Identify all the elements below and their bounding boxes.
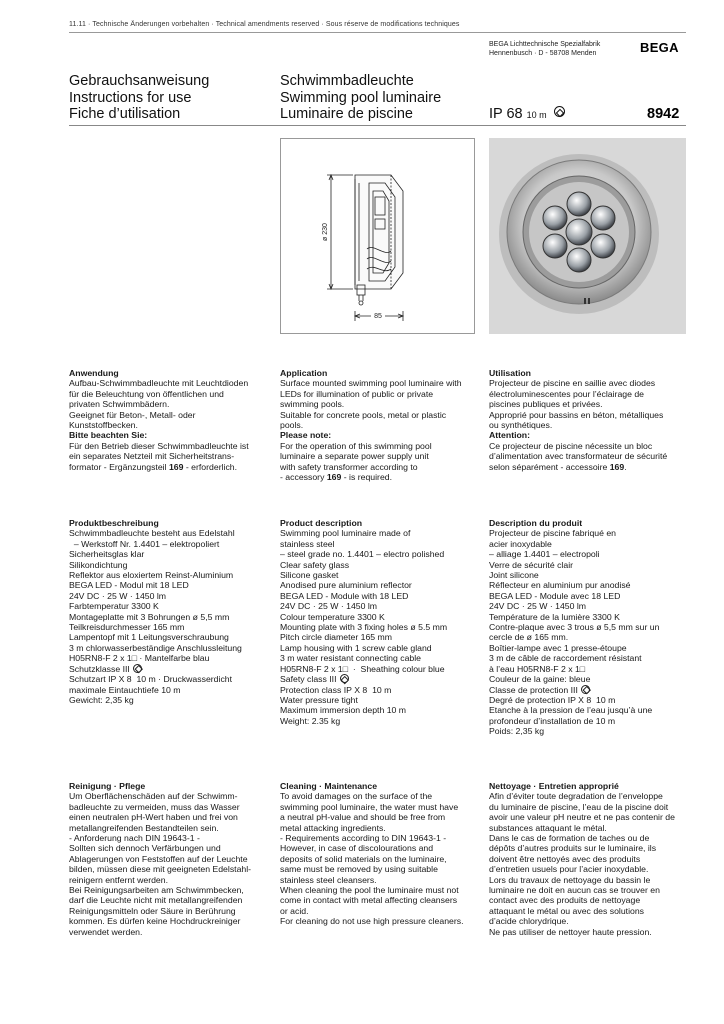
application-fr <box>489 368 689 472</box>
ip-rating <box>489 106 565 122</box>
section-body: Um Oberflächenschäden auf der Schwimm- badleuchte zu vermeiden, muss das Wasser einen neutralen pH-Wert haben und frei von metallangreifenden Bestandteilen sein. - Anforderung nach DIN 19643-1 - Sollten sich dennoch Verfärbungen und Ablagerungen von Feststoffen auf der Leuchte bilden, müssen diese mit geeigneten Edelstahl- reinigern entfernt werden. Bei Reinigungsarbeiten am Schwimmbecken, darf die Leuchte nicht mit metallangreifenden Reinigungsmitteln oder Säure in Berührung kommen. Es dürfen keine Hochdruckreiniger verwendet werden. <box>69 791 252 937</box>
protection-class-iii-icon <box>340 674 349 683</box>
section-body: Aufbau-Schwimmbadleuchte mit Leuchtdioden für die Beleuchtung von öffentlichen und privaten Schwimmbädern. Geeignet für Beton-, Metall- oder Kunststoffbecken. <box>69 378 249 431</box>
description-text: Schwimmbadleuchte besteht aus Edelstahl – Werkstoff Nr. 1.4401 – elektropoliert Sicherheitsglas klar Silikondichtung Reflektor aus eloxiertem Reinst-Aluminium BEGA LED - Modul mit 18 LED 24V DC · 25 W · 1450 lm Farbtemperatur 3300 K Montageplatte mit 3 Bohrungen ø 5,5 mm Teilkreisdurchmesser 165 mm Lampentopf mit 1 Leitungsverschraubung 3 m chlorwasserbeständige Anschlussleitung H05RN8-F 2 x 1□ · Mantelfarbe blau Schutzklasse III <box>69 528 242 674</box>
note-heading: Bitte beachten Sie: <box>69 430 148 441</box>
section-body: Projecteur de piscine en saillie avec diodes électroluminescentes pour l’éclairage de piscines publiques et privées. Approprié pour bassins en béton, métalliques ou synthétiques. <box>489 378 664 431</box>
section-heading: Produktbeschreibung <box>69 518 159 528</box>
section-heading: Cleaning · Maintenance <box>280 781 378 791</box>
section-body <box>280 528 480 684</box>
section-heading: Anwendung <box>69 368 119 378</box>
bega-logo: BEGA <box>640 40 679 55</box>
note-text <box>489 441 689 472</box>
section-body-continued: Degré de protection IP X 8 10 m Etanche à la pression de l’eau jusqu’à une profondeur d’installation de 10 m Poids: 2,35 kg <box>489 694 653 737</box>
section-heading: Product description <box>280 518 363 528</box>
doc-title-en: Instructions for use <box>69 89 192 106</box>
product-title-block <box>280 73 441 123</box>
doc-title-fr: Fiche d’utilisation <box>69 106 181 122</box>
section-body <box>69 528 269 674</box>
protection-class-iii-icon <box>554 106 565 117</box>
top-divider <box>69 32 686 33</box>
cleaning-de <box>69 781 269 937</box>
description-text: Projecteur de piscine fabriqué en acier inoxydable – alliage 1.4401 – electropoli Verre de sécurité clair Joint silicone Réflecteur en aluminium pur anodisé BEGA LED - Module avec 18 LED 24V DC · 25 W · 1450 lm Température de la lumière 3300 K Contre-plaque avec 3 trous ø 5,5 mm sur un cercle de ø 165 mm. Boîtier-lampe avec 1 presse-étoupe 3 m de câble de raccordement résistant à l’eau H05RN8-F 2 x 1□ Couleur de la gaine: bleue Classe de protection III <box>489 528 660 695</box>
product-title-de: Schwimmbadleuchte <box>280 73 414 89</box>
note-heading: Please note: <box>280 430 332 441</box>
header-divider <box>69 125 686 126</box>
luminaire-photo <box>489 138 686 334</box>
section-heading: Utilisation <box>489 368 531 378</box>
section-body-continued: Schutzart IP X 8 10 m · Druckwasserdicht maximale Eintauchtiefe 10 m Gewicht: 2,35 kg <box>69 674 233 705</box>
dimension-drawing <box>280 138 475 334</box>
product-photo <box>489 138 686 334</box>
description-de <box>69 518 269 705</box>
section-body <box>489 528 689 695</box>
dimension-diameter-label: ø 230 <box>322 223 329 241</box>
protection-class-iii-icon <box>133 664 142 673</box>
accessory-number: 169 <box>609 461 625 472</box>
dimension-depth-label: 85 <box>374 313 382 320</box>
note-text-post: . <box>624 461 627 472</box>
description-fr <box>489 518 689 737</box>
company-location: Hennenbusch · D - 58708 Menden <box>489 50 597 57</box>
application-en <box>280 368 480 482</box>
product-title-fr: Luminaire de piscine <box>280 106 413 122</box>
section-body: Surface mounted swimming pool luminaire with LEDs for illumination of public or private swimming pools. Suitable for concrete pools, metal or plastic pools. <box>280 378 462 431</box>
cleaning-en <box>280 781 480 927</box>
section-body-continued: Protection class IP X 8 10 m Water pressure tight Maximum immersion depth 10 m Weight: 2.35 kg <box>280 684 407 726</box>
note-text <box>69 441 269 472</box>
technical-notice: 11.11 · Technische Änderungen vorbehalten · Technical amendments reserved · Sous réserve de modifications techniques <box>69 21 460 28</box>
application-de <box>69 368 269 472</box>
section-heading: Reinigung · Pflege <box>69 781 146 791</box>
accessory-number: 169 <box>168 461 184 472</box>
side-view-drawing <box>281 139 476 335</box>
note-text-pre: Ce projecteur de piscine nécessite un bloc d’alimentation avec transformateur de sécurité selon séparément - accessoire <box>489 440 668 472</box>
document-title-block <box>69 73 209 123</box>
description-en <box>280 518 480 726</box>
section-heading: Application <box>280 368 328 378</box>
cleaning-fr <box>489 781 689 937</box>
section-heading: Nettoyage · Entretien approprié <box>489 781 619 791</box>
note-text-post: - is required. <box>341 472 393 483</box>
product-number: 8942 <box>647 106 680 122</box>
section-heading: Description du produit <box>489 518 583 528</box>
section-body: Afin d’éviter toute degradation de l’enveloppe du luminaire de piscine, l’eau de la piscine doit avoir une valeur pH neutre et ne pas contenir de substances attaquant le métal. Dans le cas de formation de taches ou de dépôts d’autres produits sur le luminaire, ils doivent être nettoyés avec des produits d’entretien usuels pour l’acier inoxydable. Lors du travaux de nettoyage du bassin le luminaire ne doit en aucun cas se trouver en contact avec des produits de nettoyage attaquant le métal ou avec des solutions d’acide chlorydrique. Ne pas utiliser de nettoyer haute pression. <box>489 791 675 937</box>
product-title-en: Swimming pool luminaire <box>280 89 442 106</box>
ip-rating-value: IP 68 <box>489 106 523 122</box>
company-name: BEGA Lichttechnische Spezialfabrik <box>489 41 601 48</box>
note-text-post: - erforderlich. <box>183 461 238 472</box>
section-body: To avoid damages on the surface of the swimming pool luminaire, the water must have a neutral pH-value and should be free from metal attacking ingredients. - Requirements according to DIN 19643-1 - However, in case of discolourations and deposits of solid materials on the luminaire, same must be removed by using suitable stainless steel cleansers. When cleaning the pool the luminaire must not come in contact with metal affecting cleansers or acid. For cleaning do not use high pressure cleaners. <box>280 791 464 927</box>
doc-title-de: Gebrauchsanweisung <box>69 73 210 89</box>
note-text-pre: For the operation of this swimming pool luminaire a separate power supply unit with safety transformer according to - accessory <box>280 440 432 483</box>
company-address <box>489 40 600 58</box>
note-text-pre: Für den Betrieb dieser Schwimmbadleuchte ist ein separates Netzteil mit Sicherheitstrans- formator - Ergänzungsteil <box>69 440 249 472</box>
note-text <box>280 441 480 483</box>
description-text: Swimming pool luminaire made of stainless steel – steel grade no. 1.4401 – electro polished Clear safety glass Silicone gasket Anodised pure aluminium reflector BEGA LED - Module with 18 LED 24V DC · 25 W · 1450 lm Colour temperature 3300 K Mounting plate with 3 fixing holes ø 5.5 mm Pitch circle diameter 165 mm Lamp housing with 1 screw cable gland 3 m water resistant connecting cable H05RN8-F 2 x 1□ · Sheathing colour blue Safety class III <box>280 528 448 685</box>
note-heading: Attention: <box>489 430 531 441</box>
accessory-number: 169 <box>326 472 342 483</box>
protection-class-iii-icon <box>581 685 590 694</box>
immersion-depth: 10 m <box>526 110 547 120</box>
